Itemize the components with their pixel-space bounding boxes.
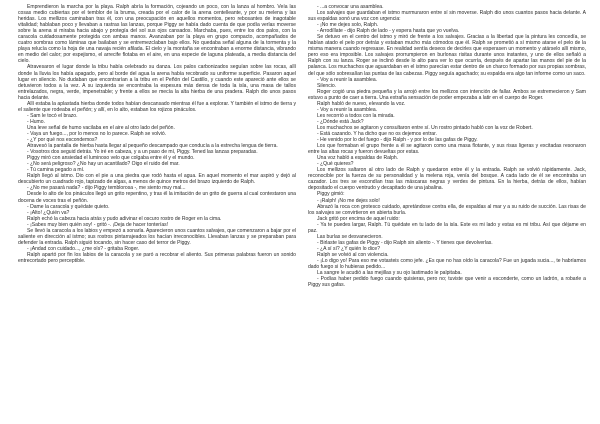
paragraph: Les recorrió a todos con la mirada. (317, 112, 395, 119)
paragraph: Emprendieron la marcha por la playa. Ralph abría la formación, cojeando un poco, con la lanza al hombro. Veía las cosas medio cubiertas por el temblor de la bruma, creada por el calor de la arena centelleante, y por su melena y las heridas. Los mellizos caminaban tras él, con una preocupación en aquellos momentos, pero rebosantes de inagotable vitalidad; hablaban poco y llevaban a rastras las lanzas, porque Piggy se había dado cuenta de que podía verlas moverse sobre la arena si miraba hacia abajo y protegía del sol sus ojos cansados. Marchaba, pues, entre los dos palos, con la caracola cuidadosamente protegida con ambas manos. Avanzaban por la playa en grupo compacto, acompañados de cuatro sombras como láminas que bailaban y se entremezclaban bajo ellos. No quedaba señal alguna de la tormenta y la playa relucía como la hoja de una navaja recién afilada. El cielo y la montaña se encontraban a enorme distancia, vibrando en medio del calor; por espejismo, el arrecife flotaba en el aire, en una especie de laguna plateada, a media distancia del cielo. (18, 4, 296, 65)
paragraph: - Voy a reunir la asamblea. (317, 106, 378, 113)
paragraph: Los salvajes que guardaban el istmo murmuraron entre sí sin moverse. Ralph dio unos cuantos pasos hacia delante. A sus espaldas sonó una voz con urgencia: (308, 10, 586, 23)
paragraph: Ralph apartó por fin los labios de la caracola y se paró a recobrar el aliento. Sus primeras palabras fueron un sonido entrecortado pero perceptible. (18, 251, 296, 264)
paragraph: Se llevó la caracola a los labios y empezó a sonarla. Aparecieron unos cuantos salvajes, que comenzaron a bajar por el saliente en dirección al istmo; sus rostros pintarrajeados los hacían irreconocibles. Llevaban lanzas y se preparaban para defender la entrada. Ralph siguió tocando, sin hacer caso del terror de Piggy. (18, 227, 296, 246)
paragraph: - ¡No me dejes solo, Ralph. (317, 22, 379, 29)
paragraph: Ralph echó la cabeza hacia atrás y pudo adivinar el oscuro rostro de Roger en la cima. (27, 215, 222, 222)
paragraph: Jack gritó por encima de aquel ruido: (317, 215, 400, 222)
paragraph: - ¡Sabes muy bien quién soy! - gritó -. ¡Deja de hacer tonterías! (27, 221, 169, 228)
paragraph: Piggy miró con ansiedad el luminoso velo que colgaba entre él y el mundo. (27, 155, 195, 162)
paragraph: Ralph habló de nuevo, elevando la voz. (317, 100, 406, 107)
paragraph: Abrazó la roca con grotesco cuidado, apretándose contra ella, de espaldas al mar y a su ruido de succión. Las risas de los salvajes se convirtieron en abierta burla. (308, 203, 586, 216)
paragraph: Atravesaron el lugar donde la tribu había celebrado su danza. Los palos carbonizados seguían sobre las rocas, allí donde la lluvia los había apagado, pero al borde del agua la arena había recobrado su uniforme superficie. Pasaron aquel lugar en silencio. No dudaban que encontrarían a la tribu en el Peñón del Castillo, y cuando este apareció ante ellos se detuvieron todos a la vez. A su izquierda se encontraba la espesura más densa de toda la isla, una masa de tallos entrelazados, negra, verde, impenetrable; y frente a ellos se mecía la alta hierba de una pradera. Ralph dio unos pasos hacia delante. (18, 64, 296, 101)
paragraph: Una leve señal de humo vacilaba en el aire al otro lado del peñón. (27, 124, 175, 131)
paragraph: - Ya te puedes largar, Ralph. Tú quédate en tu lado de la isla. Este es mi lado y estas es mi tribu. Así que déjame en paz. (308, 221, 586, 234)
paragraph: - ¿Y por qué nos escondemos? (27, 137, 98, 144)
paragraph: Roger cogió una piedra pequeña y la arrojó entre los mellizos con intención de fallar. Ambos se estremecieron y Sam estuvo a punto de caer a tierra. Una extraña sensación de poder empezaba a latir en el cuerpo de Roger. (308, 88, 586, 101)
paragraph: - ¿A sí sí? ¿Y quién lo dice? (317, 245, 381, 252)
paragraph: - Podías haber pedido fuego cuando quisieras, pero no; tuviste que venir a esconderte, como un ladrón, a robarle a Piggy sus gafas. (308, 276, 586, 289)
paragraph: - Sam le tocó el brazo. (27, 112, 78, 119)
paragraph: - Vosotros dos seguid detrás. Yo iré en cabeza, y a un paso de mí, Piggy. Tened las lanzas preparadas. (27, 149, 258, 156)
paragraph: - Tú camina pegado a mí. (27, 167, 85, 174)
paragraph: - ...a convocar una asamblea. (317, 4, 384, 10)
paragraph: - ¡Ralph! ¡No me dejes solo! (317, 197, 380, 204)
paragraph: - ¡Lo digo yo! Para eso me votasteis como jefe. ¿Es que no has oído la caracola? Fue un jugada sucia..., te habríamos dado fuego si lo hubieras pedido... (308, 257, 586, 271)
paragraph: Atravesó la pantalla de hierba hasta llegar al pequeño descampado que conducía a la estrecha lengua de tierra. (27, 143, 278, 150)
paragraph: La sangre le acudió a las mejillas y su ojo lastimado le palpitaba. (317, 270, 462, 277)
paragraph: - Humo. (27, 118, 45, 125)
paragraph: - Arrodíllate - dijo Ralph de lado - y espera hasta que yo vuelva. (317, 28, 460, 35)
paragraph: Las burlas se desvanecieron. (317, 233, 383, 240)
right-column (308, 4, 586, 424)
paragraph: - Vaya un fuego..., por lo menos no lo parece. Ralph se volvió. (27, 130, 167, 137)
paragraph: Ralph llegó al istmo. Dio con el pie a una piedra que rodó hasta el agua. En aquel momento el mar aspiró y dejó al descubierto un cuadrado rojo, tapizado de algas, a menos de quince metros del brazo izquierdo de Ralph. (18, 173, 296, 186)
paragraph: - Está cazando. Y ha dicho que no os dejemos entrar. (317, 130, 437, 137)
paragraph: Se detuvo en el centro del istmo y miró de frente a los salvajes. Gracias a la libertad que la pintura les concedía, se habían atado el pelo por detrás y estaban mucho más cómodos que él. Ralph se prometió a sí mismo atarse el pelo de la misma manera cuando regresase. En realidad sentía deseos de decirles que esperasen un momento y atárselo allí mismo, pero eso era imposible. Los salvajes prorrumpieron en burlonas risitas durante unos instantes, y uno de ellos señaló a Ralph con su lanza. Roger se inclinó desde lo alto para ver lo que ocurría, después de apartar las manos del pie de la palanca. Los muchachos que aguardaban en el istmo parecían estar dentro de un charco formado por sus propias sombras, del que sólo sobresalían las puntas de las cabezas. Piggy seguía agachado; su espalda era algo tan informe como un saco. (308, 34, 586, 77)
paragraph: Allí estaba la aplastada hierba donde todos habían descansado mientras él fue a explorar. Y también el istmo de tierra y el saliente que rodeaba el peñón; y allí, en lo alto, estaban los rojizos pináculos. (18, 100, 296, 113)
paragraph: Piggy gimió: (317, 191, 345, 198)
paragraph: - ¡Alto! ¿Quién va? (27, 209, 70, 216)
paragraph: Ralph se volvió al con violencia. (317, 251, 389, 258)
paragraph: - Birlaste las gafas de Piggy - dijo Ralph sin aliento -. Y tienes que devolverlas. (317, 239, 493, 246)
paragraph: - ¿No será peligroso? ¿No hay un acantilado? Oigo el ruido del mar. (27, 161, 180, 168)
paragraph: Los muchachos se agitaron y consultaron entre sí. Un rostro pintado habló con la voz de Robert. (317, 124, 533, 131)
paragraph: - ¿No me pasará nada? - dijo Piggy temblorosa -, me siento muy mal... (27, 185, 186, 192)
paragraph: - ¿Qué quieres? (317, 161, 354, 168)
paragraph: Una voz habló a espaldas de Ralph. (317, 155, 399, 162)
left-column (18, 4, 296, 424)
paragraph: Silencio. (317, 82, 337, 89)
paragraph: - ¡Andad con cuidado..., ¿me oís? - gritaba Roger. (27, 245, 140, 252)
paragraph: - He venido por lo del fuego - dijo Ralph - y por lo de las gafas de Piggy. (317, 137, 478, 144)
paragraph: - Voy a reunir la asamblea. (317, 76, 378, 83)
paragraph: Desde lo alto de los pináculos llegó un grito repentino, y tras él la imitación de un grito de guerra al cual contestaron una docena de voces tras el peñón. (18, 191, 296, 204)
paragraph: Los mellizos saltaron al otro lado de Ralph y quedaron entre él y la entrada. Ralph se volvió rápidamente. Jack, reconocible por la fuerza de su personalidad y la melena roja, venía del bosque. A cada lado de él se encontraba un cazador. Los tres se escondían tras las máscaras negras y verdes de pintura. En la hierba, detrás de ellos, habían depositado el cuerpo ventrudo y decapitado de una jabalina. (308, 167, 586, 192)
paragraph: - ¿Dónde está Jack? (317, 118, 364, 125)
paragraph: Los que formaban el grupo frente a él se agitaron como una masa flotante, y sus risas ligeras y excitadas resonaron entre las altas rocas y fueron devueltas por estas. (308, 143, 586, 156)
paragraph: - Dame la caracola y quédate quieto. (27, 203, 110, 210)
